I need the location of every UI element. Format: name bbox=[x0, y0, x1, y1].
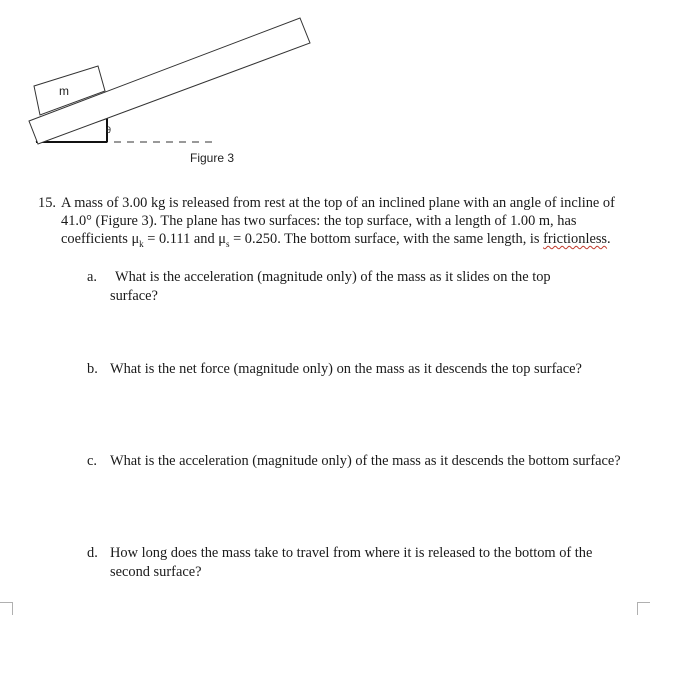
figure-caption: Figure 3 bbox=[190, 151, 235, 165]
mu-k-subscript: k bbox=[139, 238, 144, 249]
intro-text-2: = 0.111 and μ bbox=[143, 231, 226, 247]
frictionless-word: frictionless bbox=[543, 231, 608, 247]
intro-end: . bbox=[607, 231, 611, 247]
problem-number: 15. bbox=[38, 195, 56, 211]
part-c-text: What is the acceleration (magnitude only) of the mass as it descends the bottom surface? bbox=[110, 453, 621, 469]
part-b-label: b. bbox=[87, 361, 98, 377]
mass-label: m bbox=[59, 84, 69, 98]
part-a-label: a. bbox=[87, 269, 97, 285]
intro-text-3: = 0.250. The bottom surface, with the same length, is bbox=[229, 231, 544, 247]
problem-15 bbox=[38, 194, 638, 253]
intro-text-1: A mass of 3.00 kg is released from rest at the top of an inclined plane with an angle of incline of 41.0° (Figure 3). The plane has two surfaces: the top surface, with a length of 1.00 m, has coefficients μ bbox=[61, 195, 615, 247]
margin-corner-left bbox=[0, 602, 13, 615]
part-d-text: How long does the mass take to travel from where it is released to the bottom of the second surface? bbox=[110, 545, 593, 580]
mu-s-subscript: s bbox=[225, 238, 230, 249]
part-d-label: d. bbox=[87, 545, 98, 561]
problem-intro bbox=[61, 194, 638, 253]
margin-corner-right bbox=[637, 602, 650, 615]
incline-figure bbox=[0, 0, 330, 170]
part-c-label: c. bbox=[87, 453, 97, 469]
angle-label: θ bbox=[106, 125, 112, 135]
part-a-text: What is the acceleration (magnitude only) of the mass as it slides on the top surface? bbox=[110, 269, 551, 304]
part-b-text: What is the net force (magnitude only) on the mass as it descends the top surface? bbox=[110, 361, 582, 377]
